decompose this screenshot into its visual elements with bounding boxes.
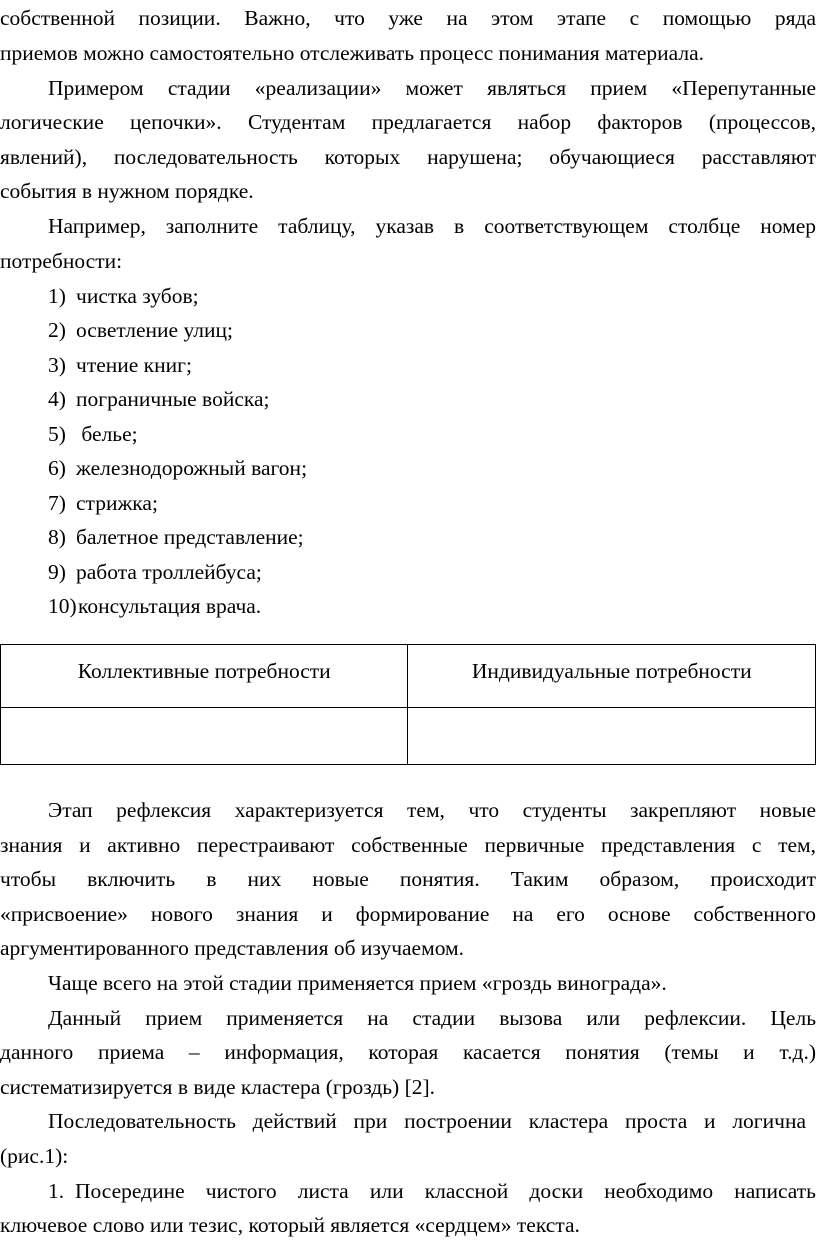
list-item bbox=[48, 562, 262, 584]
paragraph-8-number: 1. bbox=[48, 1179, 65, 1203]
paragraph-8-line-2: ключевое слово или тезис, который является «сердцем» текста. bbox=[0, 1213, 580, 1237]
paragraph-6-line-2: данного приема – информация, которая касается понятия (темы и т.д.) bbox=[0, 1040, 816, 1064]
paragraph-2-line-4: события в нужном порядке. bbox=[0, 179, 254, 203]
paragraph-6-line-1: Данный прием применяется на стадии вызова или рефлексии. Цель bbox=[48, 1006, 816, 1030]
list-item-text: белье; bbox=[76, 422, 138, 446]
paragraph-3-line-2: потребности: bbox=[0, 249, 123, 273]
list-item-number: 2) bbox=[48, 318, 66, 342]
paragraph-1-line-1: собственной позиции. Важно, что уже на этом этапе с помощью ряда bbox=[0, 6, 816, 30]
list-item bbox=[48, 458, 307, 480]
table-cell-collective[interactable] bbox=[1, 708, 408, 765]
list-item-number: 3) bbox=[48, 353, 66, 377]
paragraph-1-line-2: приемов можно самостоятельно отслеживать процесс понимания материала. bbox=[0, 41, 705, 65]
paragraph-4-line-4: «присвоение» нового знания и формирование на его основе собственного bbox=[0, 902, 816, 926]
needs-table bbox=[0, 644, 816, 765]
list-item-number: 7) bbox=[48, 491, 66, 515]
list-item-number: 4) bbox=[48, 387, 66, 411]
paragraph-7-line-1: Последовательность действий при построении кластера проста и логична bbox=[48, 1109, 806, 1133]
paragraph-4-line-5: аргументированного представления об изучаемом. bbox=[0, 936, 465, 960]
paragraph-8-line-1: Посередине чистого листа или классной доски необходимо написать bbox=[75, 1179, 816, 1203]
paragraph-7-line-2: (рис.1): bbox=[0, 1144, 69, 1168]
list-item bbox=[48, 596, 261, 618]
list-item-text: стрижка; bbox=[76, 491, 158, 515]
list-item bbox=[48, 389, 270, 411]
paragraph-4-line-1: Этап рефлексия характеризуется тем, что студенты закрепляют новые bbox=[48, 798, 816, 822]
list-item bbox=[48, 424, 138, 446]
list-item-number: 10) bbox=[48, 594, 77, 618]
list-item-number: 5) bbox=[48, 422, 66, 446]
list-item-text: осветление улиц; bbox=[76, 318, 233, 342]
list-item-text: консультация врача. bbox=[78, 594, 262, 618]
paragraph-2-line-3: явлений), последовательность которых нарушена; обучающиеся расставляют bbox=[0, 145, 816, 169]
paragraph-4-line-3: чтобы включить в них новые понятия. Таким образом, происходит bbox=[0, 867, 816, 891]
paragraph-5: Чаще всего на этой стадии применяется прием «гроздь винограда». bbox=[48, 971, 667, 995]
list-item-number: 1) bbox=[48, 284, 66, 308]
table-header-collective: Коллективные потребности bbox=[1, 645, 408, 708]
list-item-text: пограничные войска; bbox=[76, 387, 270, 411]
list-item-text: балетное представление; bbox=[76, 525, 304, 549]
paragraph-3-line-1: Например, заполните таблицу, указав в соответствующем столбце номер bbox=[48, 214, 816, 238]
list-item-text: работа троллейбуса; bbox=[76, 560, 262, 584]
list-item-number: 6) bbox=[48, 456, 66, 480]
table-cell-individual[interactable] bbox=[408, 708, 816, 765]
list-item-text: чистка зубов; bbox=[76, 284, 199, 308]
list-item bbox=[48, 493, 158, 515]
list-item-text: железнодорожный вагон; bbox=[76, 456, 308, 480]
list-item bbox=[48, 527, 304, 549]
list-item bbox=[48, 320, 233, 342]
paragraph-2-line-1: Примером стадии «реализации» может являться прием «Перепутанные bbox=[48, 76, 816, 100]
list-item-text: чтение книг; bbox=[76, 353, 192, 377]
list-item-number: 8) bbox=[48, 525, 66, 549]
list-item-number: 9) bbox=[48, 560, 66, 584]
paragraph-4-line-2: знания и активно перестраивают собственные первичные представления с тем, bbox=[0, 833, 816, 857]
list-item bbox=[48, 355, 192, 377]
paragraph-2-line-2: логические цепочки». Студентам предлагается набор факторов (процессов, bbox=[0, 110, 816, 134]
table-header-individual: Индивидуальные потребности bbox=[408, 645, 816, 708]
list-item bbox=[48, 286, 199, 308]
paragraph-6-line-3: систематизируется в виде кластера (гроздь) [2]. bbox=[0, 1075, 436, 1099]
